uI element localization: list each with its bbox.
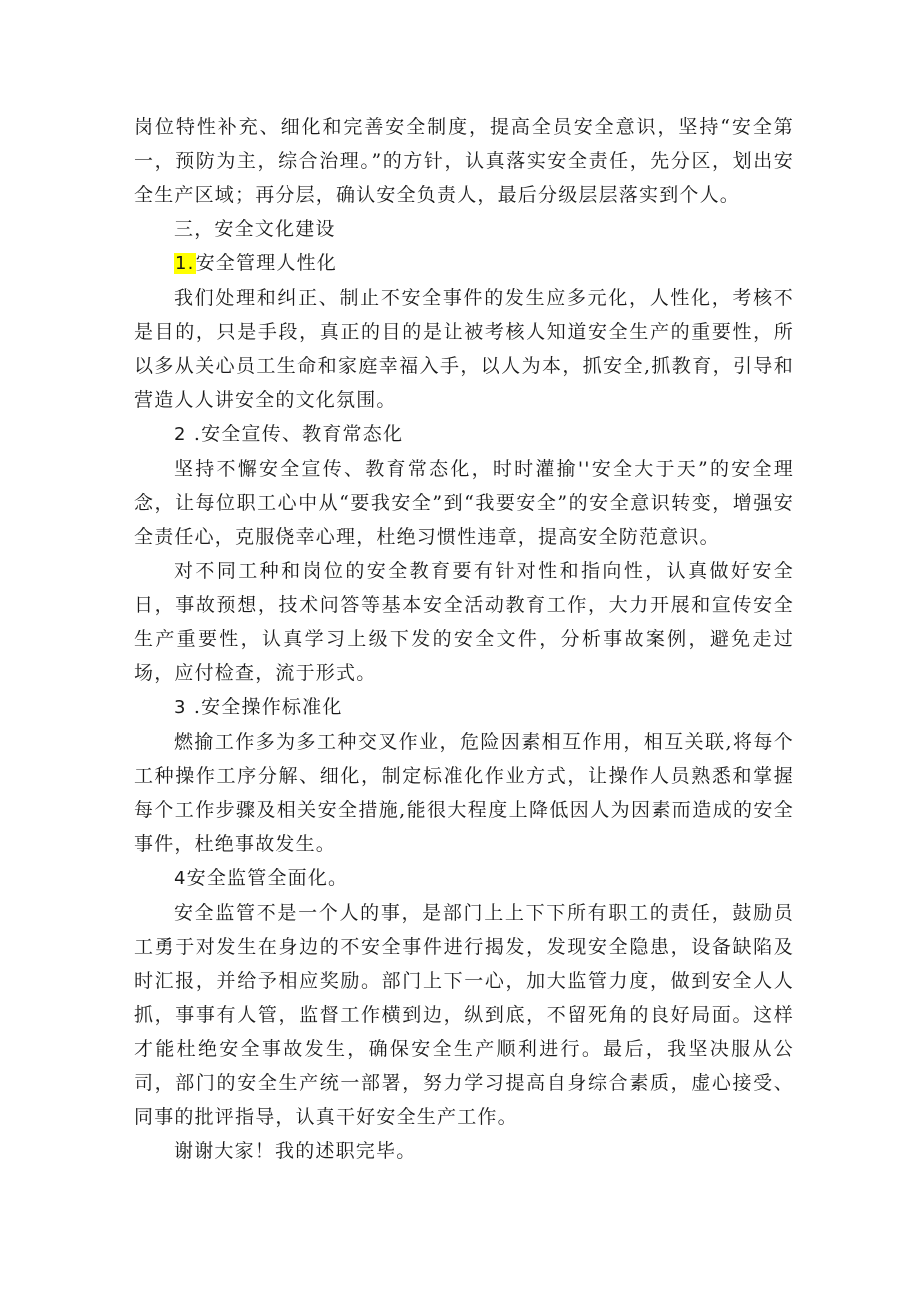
subheading-number: 4 bbox=[174, 868, 187, 889]
subheading-text: .安全操作标准化 bbox=[193, 696, 343, 718]
subheading-text: 安全监管全面化。 bbox=[186, 867, 349, 889]
subheading-comprehensive-supervision bbox=[134, 861, 794, 896]
subheading-education-normalization bbox=[134, 417, 794, 452]
paragraph-humanized-management: 我们处理和纠正、制止不安全事件的发生应多元化，人性化，考核不是目的，只是手段，真正的目的是让被考核人知道安全生产的重要性，所以多从关心员工生命和家庭幸福入手，以人为本，抓安全,抓教育，引导和营造人人讲安全的文化氛围。 bbox=[134, 287, 794, 411]
subheading-text: 安全管理人性化 bbox=[195, 252, 337, 274]
subheading-number: 2 bbox=[174, 424, 187, 445]
paragraph-safety-policy: 岗位特性补充、细化和完善安全制度，提高全员安全意识，坚持“安全第一，预防为主，综合治理。”的方针，认真落实安全责任，先分区，划出安全生产区域；再分层，确认安全负责人，最后分级层层落实到个人。 bbox=[134, 116, 794, 206]
subheading-text: .安全宣传、教育常态化 bbox=[193, 423, 404, 445]
subheading-humanized-management bbox=[134, 246, 794, 281]
paragraph-targeted-education: 对不同工种和岗位的安全教育要有针对性和指向性，认真做好安全日，事故预想，技术问答等基本安全活动教育工作，大力开展和宣传安全生产重要性，认真学习上级下发的安全文件，分析事故案例，避免走过场，应付检查，流于形式。 bbox=[134, 560, 794, 684]
closing-remark: 谢谢大家！我的述职完毕。 bbox=[174, 1140, 417, 1162]
paragraph-supervision: 安全监管不是一个人的事，是部门上上下下所有职工的责任，鼓励员工勇于对发生在身边的不安全事件进行揭发，发现安全隐患，设备缺陷及时汇报，并给予相应奖励。部门上下一心，加大监管力度，做到安全人人抓，事事有人管，监督工作横到边，纵到底，不留死角的良好局面。这样才能杜绝安全事故发生，确保安全生产顺利进行。最后，我坚决服从公司，部门的安全生产统一部署，努力学习提高自身综合素质，虚心接受、同事的批评指导，认真干好安全生产工作。 bbox=[134, 902, 794, 1128]
subheading-number: 3 bbox=[174, 697, 187, 718]
paragraph-safety-awareness: 坚持不懈安全宣传、教育常态化，时时灌揄''安全大于天”的安全理念，让每位职工心中从“要我安全”到“我要安全”的安全意识转变，增强安全责任心，克服侥幸心理，杜绝习惯性违章，提高安全防范意识。 bbox=[134, 458, 794, 548]
document-body bbox=[134, 110, 794, 1168]
subheading-operation-standardization bbox=[134, 690, 794, 725]
paragraph-standardized-operations: 燃揄工作多为多工种交叉作业，危险因素相互作用，相互关联,将每个工种操作工序分解、细化，制定标准化作业方式，让操作人员熟悉和掌握每个工作步骤及相关安全措施,能很大程度上降低因人为因素而造成的安全事件，杜绝事故发生。 bbox=[134, 731, 794, 855]
section-title-safety-culture: 三，安全文化建设 bbox=[174, 218, 336, 240]
highlighted-number: 1. bbox=[175, 253, 195, 274]
